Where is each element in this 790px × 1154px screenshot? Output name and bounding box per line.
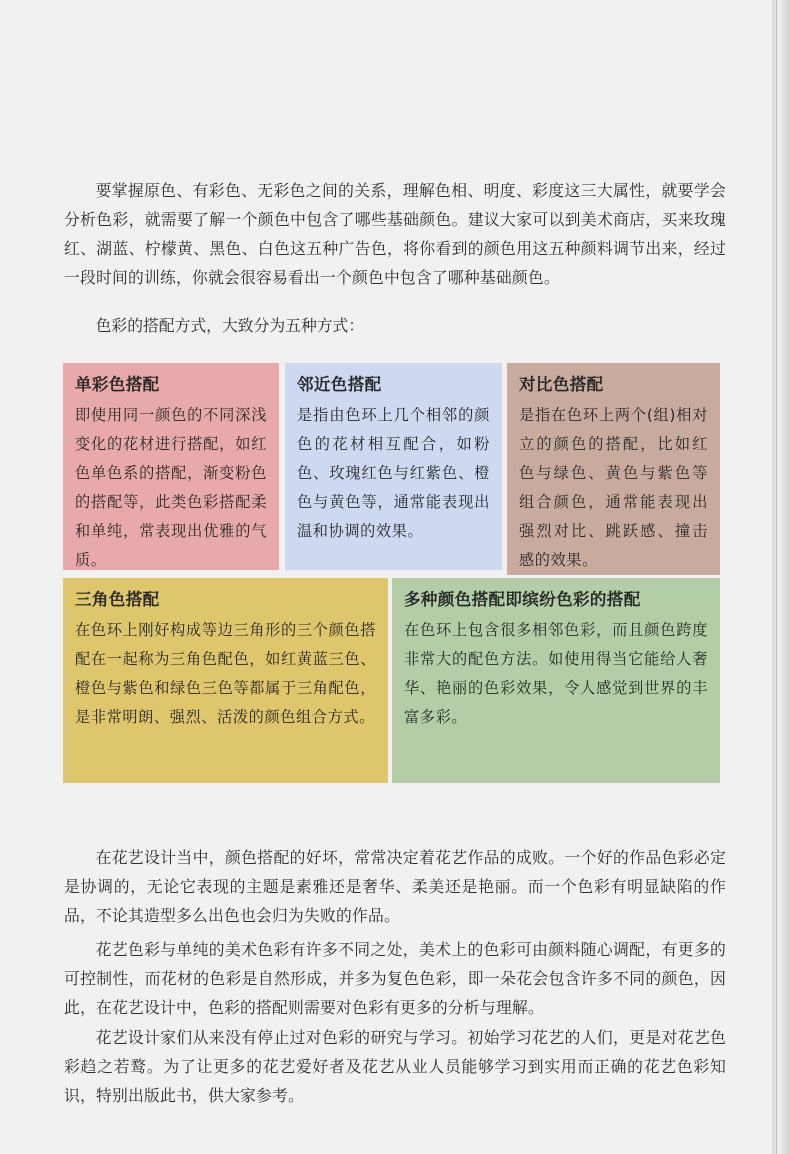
method-body: 即使用同一颜色的不同深浅变化的花材进行搭配，如红色单色系的搭配，渐变粉色的搭配等，此类色彩搭配柔和单纯，常表现出优雅的气质。 (75, 406, 267, 569)
method-body: 是指由色环上几个相邻的颜色的花材相互配合，如粉色、玫瑰红色与红紫色、橙色与黄色等，通常能表现出温和协调的效果。 (297, 406, 490, 540)
intro-paragraph: 要掌握原色、有彩色、无彩色之间的关系，理解色相、明度、彩度这三大属性，就要学会分析色彩，就需要了解一个颜色中包含了哪些基础颜色。建议大家可以到美术商店，买来玫瑰红、湖蓝、柠檬黄、黑色、白色这五种广告色，将你看到的颜色用这五种颜料调节出来，经过一段时间的训练，你就会很容易看出一个颜色中包含了哪种基础颜色。 (64, 181, 726, 287)
method-body: 在色环上包含很多相邻色彩，而且颜色跨度非常大的配色方法。如使用得当它能给人奢华、艳丽的色彩效果，令人感觉到世界的丰富多彩。 (404, 621, 708, 726)
closing-paragraph-3: 花艺设计家们从来没有停止过对色彩的研究与学习。初始学习花艺的人们，更是对花艺色彩趋之若鹜。为了让更多的花艺爱好者及花艺从业人员能够学习到实用而正确的花艺色彩知识，特别出版此书，供大家参考。 (64, 1028, 726, 1105)
method-box-contrast-color (507, 363, 720, 575)
method-title: 对比色搭配 (519, 375, 604, 394)
method-title: 单彩色搭配 (75, 375, 160, 394)
method-box-triadic-color (63, 578, 388, 783)
method-body: 在色环上刚好构成等边三角形的三个颜色搭配在一起称为三角色配色，如红黄蓝三色、橙色与紫色和绿色三色等都属于三角配色，是非常明朗、强烈、活泼的颜色组合方式。 (75, 621, 376, 726)
method-body: 是指在色环上两个(组)相对立的颜色的搭配，比如红色与绿色、黄色与紫色等组合颜色，通常能表现出强烈对比、跳跃感、撞击感的效果。 (519, 406, 708, 569)
method-title: 多种颜色搭配即缤纷色彩的搭配 (404, 590, 641, 609)
closing-paragraph-1: 在花艺设计当中，颜色搭配的好坏，常常决定着花艺作品的成败。一个好的作品色彩必定是协调的，无论它表现的主题是素雅还是奢华、柔美还是艳丽。而一个色彩有明显缺陷的作品，不论其造型多么出色也会归为失败的作品。 (64, 848, 726, 925)
page-edge (772, 0, 790, 1154)
method-box-adjacent-color (285, 363, 502, 570)
method-box-multi-color (392, 578, 720, 783)
closing-paragraph-2: 花艺色彩与单纯的美术色彩有许多不同之处，美术上的色彩可由颜料随心调配，有更多的可控制性，而花材的色彩是自然形成，并多为复色色彩，即一朵花会包含许多不同的颜色，因此，在花艺设计中，色彩的搭配则需要对色彩有更多的分析与理解。 (64, 940, 726, 1017)
method-title: 三角色搭配 (75, 590, 160, 609)
method-title: 邻近色搭配 (297, 375, 382, 394)
method-box-single-color (63, 363, 279, 570)
methods-lead: 色彩的搭配方式，大致分为五种方式： (95, 316, 365, 335)
